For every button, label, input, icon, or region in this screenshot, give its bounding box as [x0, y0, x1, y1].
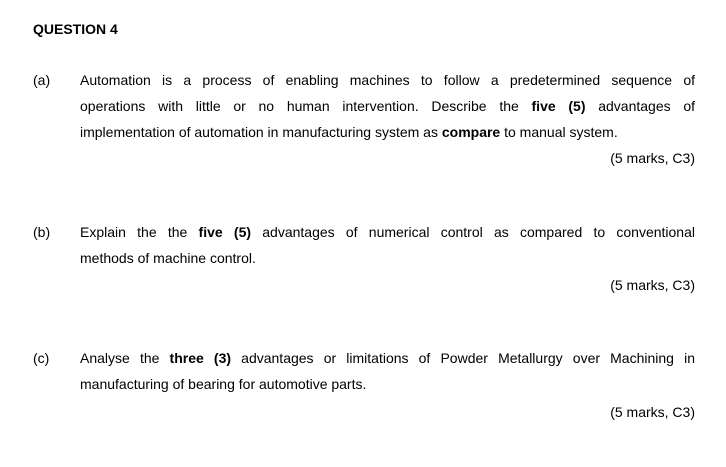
question-c: [33, 345, 695, 425]
text-run: Explain the the: [80, 224, 199, 240]
text-run: Automation is a process of enabling machines to follow a predetermined sequence of: [80, 72, 695, 88]
marks-label: (5 marks, C3): [610, 277, 695, 293]
question-b: [33, 219, 695, 299]
marks-label: (5 marks, C3): [610, 404, 695, 420]
text-run: advantages of: [585, 98, 696, 114]
text-run: to manual system.: [500, 124, 618, 140]
text-line: [80, 245, 695, 271]
text-line: [80, 371, 695, 397]
page-title: QUESTION 4: [33, 21, 118, 37]
question-text: [80, 345, 695, 397]
text-run: advantages or limitations of Powder Metallurgy over Machining in: [231, 350, 695, 366]
question-text: [80, 219, 695, 271]
bold-text: five (5): [531, 98, 586, 114]
bold-text: five (5): [198, 224, 252, 240]
text-line: [80, 219, 695, 245]
text-line: [80, 93, 695, 119]
bold-text: three (3): [169, 350, 232, 366]
text-run: methods of machine control.: [80, 250, 256, 266]
text-run: operations with little or no human intervention. Describe the: [80, 98, 532, 114]
text-line: [80, 67, 695, 93]
question-label: (c): [33, 350, 50, 366]
question-label: (a): [33, 72, 51, 88]
text-run: manufacturing of bearing for automotive parts.: [80, 376, 367, 392]
question-label: (b): [33, 224, 51, 240]
marks-label: (5 marks, C3): [610, 150, 695, 166]
question-text: [80, 67, 695, 145]
text-line: [80, 345, 695, 371]
text-line: [80, 119, 695, 145]
question-a: [33, 67, 695, 177]
text-run: implementation of automation in manufacturing system as: [80, 124, 442, 140]
bold-text: compare: [441, 124, 501, 140]
text-run: Analyse the: [80, 350, 170, 366]
text-run: advantages of numerical control as compared to conventional: [251, 224, 695, 240]
